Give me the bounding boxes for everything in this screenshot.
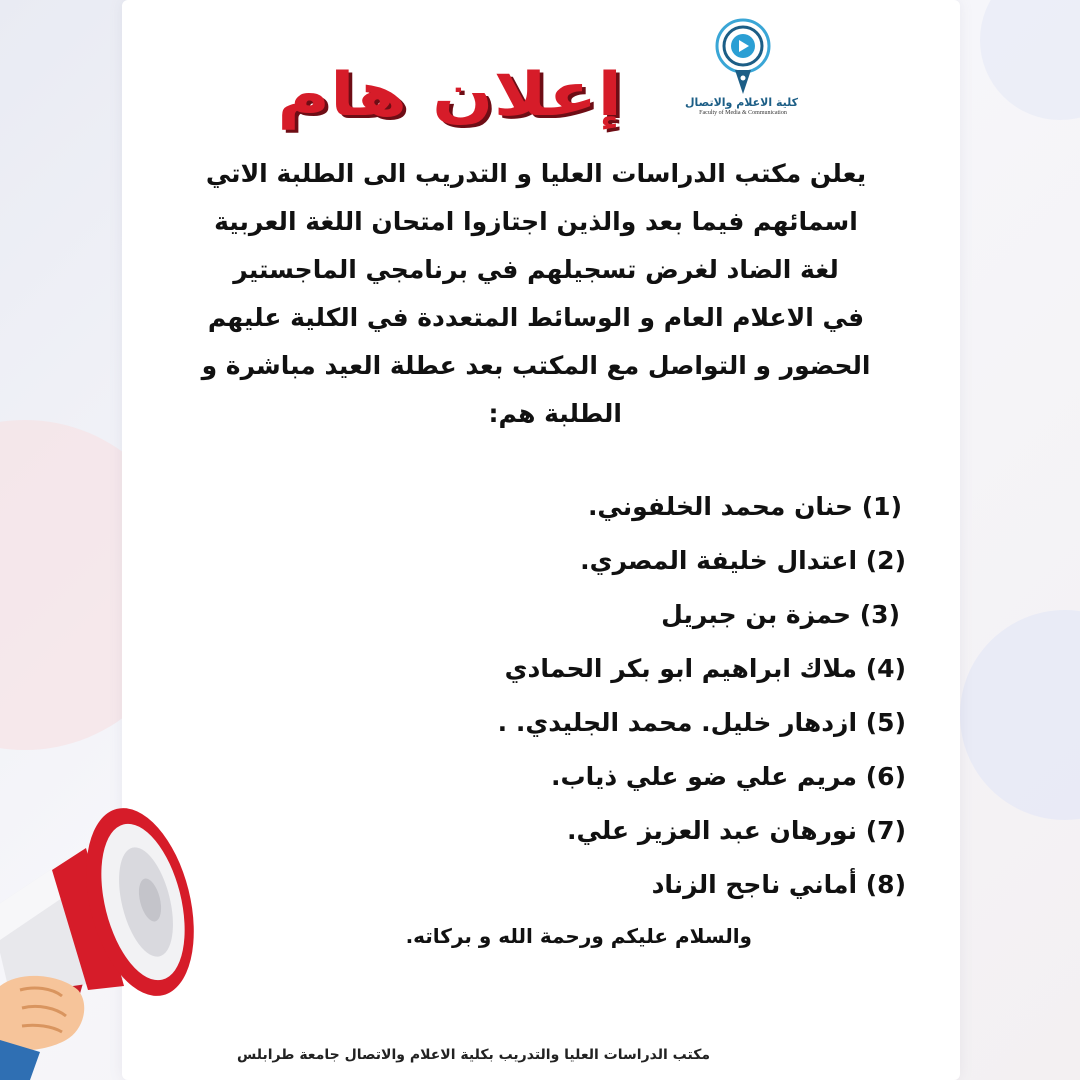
background-blob — [960, 610, 1080, 820]
body-line: الحضور و التواصل مع المكتب بعد عطلة العيد مباشرة و — [201, 351, 871, 380]
faculty-name-en: Faculty of Media & Communication — [699, 110, 787, 116]
body-line: في الاعلام العام و الوسائط المتعددة في الكلية عليهم — [207, 303, 865, 332]
student-item: (1) حنان محمد الخلفوني. — [587, 492, 902, 521]
announcement-body — [160, 150, 912, 438]
student-item: (3) حمزة بن جبريل — [661, 600, 900, 629]
student-item: (6) مريم علي ضو علي ذياب. — [550, 762, 906, 791]
headline-text: إعلان هام — [277, 60, 623, 130]
student-item: (2) اعتدال خليفة المصري. — [580, 546, 906, 575]
megaphone-icon — [0, 790, 200, 1080]
faculty-logo-icon — [712, 18, 774, 96]
student-item: (7) نورهان عبد العزيز علي. — [567, 816, 906, 845]
faculty-name-ar: كلية الاعلام والاتصال — [684, 96, 798, 109]
headline — [277, 60, 623, 130]
body-line: الطلبة هم: — [488, 399, 622, 428]
faculty-logo — [684, 18, 798, 130]
student-item: (4) ملاك ابراهيم ابو بكر الحمادي — [504, 654, 906, 683]
body-line: اسمائهم فيما بعد والذين اجتازوا امتحان اللغة العربية — [214, 207, 858, 236]
student-item: (8) أماني ناجح الزناد — [651, 870, 906, 899]
footer-text: مكتب الدراسات العليا والتدريب بكلية الاعلام والاتصال جامعة طرابلس — [236, 1047, 710, 1063]
body-line: لغة الضاد لغرض تسجيلهم في برنامجي الماجستير — [233, 255, 839, 284]
closing-greeting: والسلام عليكم ورحمة الله و بركاته. — [405, 924, 752, 948]
body-line: يعلن مكتب الدراسات العليا و التدريب الى الطلبة الاتي — [205, 159, 867, 188]
student-item: (5) ازدهار خليل. محمد الجليدي. . — [497, 708, 906, 737]
student-list — [380, 480, 906, 912]
background-blob — [980, 0, 1080, 120]
